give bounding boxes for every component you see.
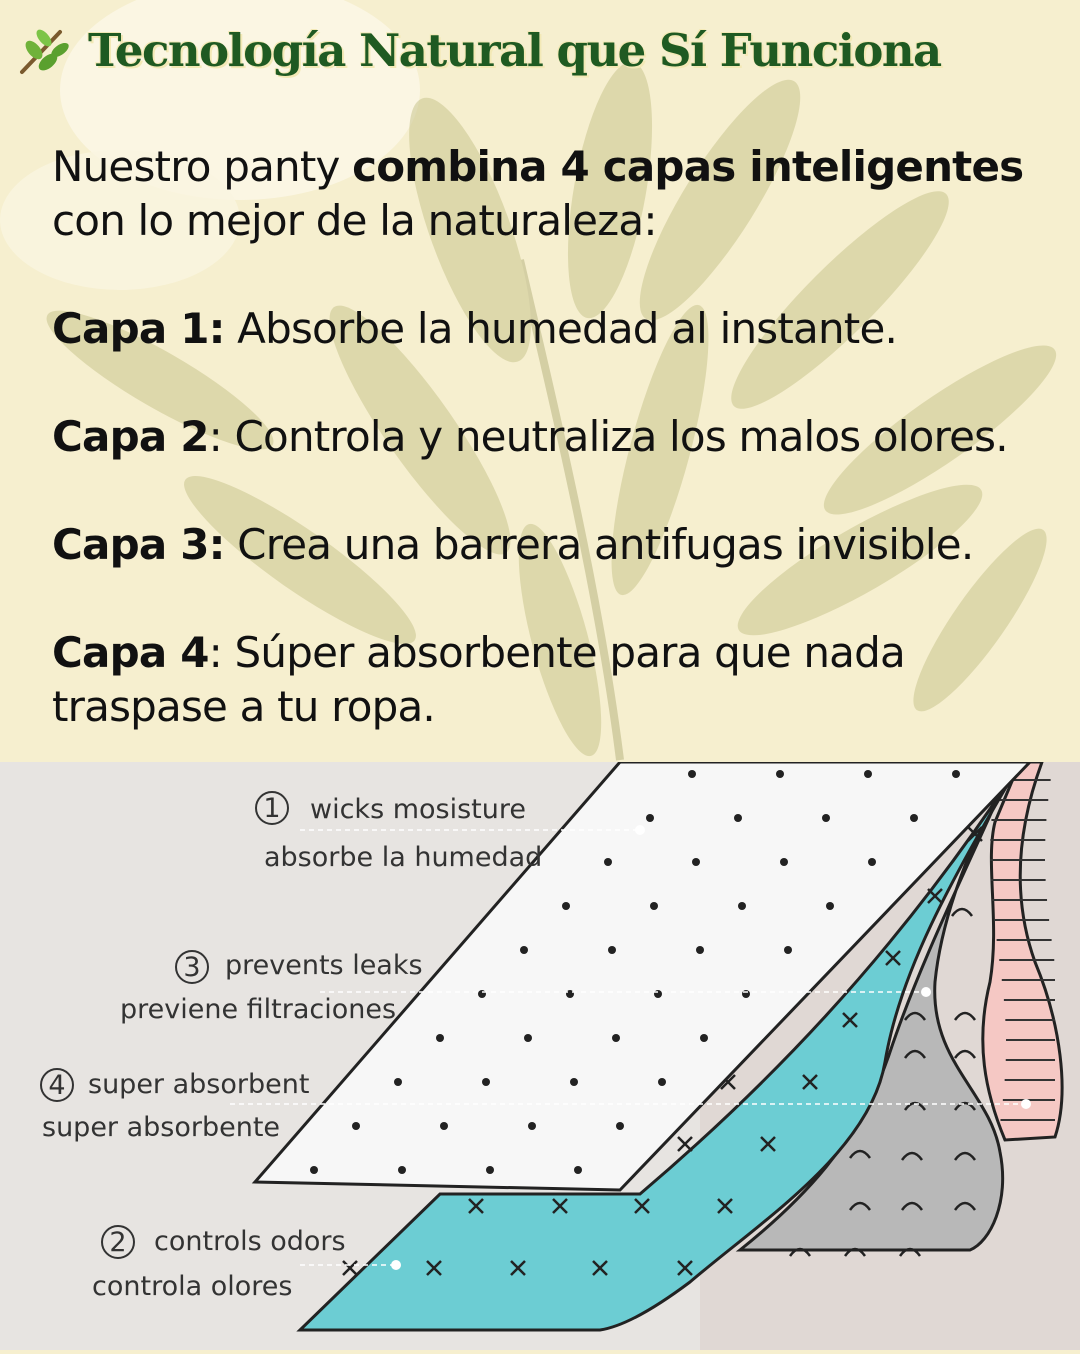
dot-mark <box>608 946 616 954</box>
page-title: Tecnología Natural que Sí Funciona <box>88 23 941 77</box>
dot-mark <box>482 1078 490 1086</box>
label-3 <box>120 950 423 1025</box>
dot-mark <box>692 858 700 866</box>
dot-mark <box>528 1122 536 1130</box>
dot-mark <box>398 1166 406 1174</box>
intro-bold-text: combina 4 capas inteligentes <box>352 142 1024 191</box>
dot-mark <box>910 814 918 822</box>
label-2-spanish: controla olores <box>92 1271 293 1302</box>
label-1-number: 1 <box>263 793 281 824</box>
dot-mark <box>826 902 834 910</box>
dot-mark <box>742 990 750 998</box>
dot-mark <box>352 1122 360 1130</box>
dot-mark <box>570 1078 578 1086</box>
dot-mark <box>478 990 486 998</box>
layer-1-text: Absorbe la humedad al instante. <box>224 304 898 353</box>
dot-mark <box>952 770 960 778</box>
label-1-english: wicks mosisture <box>310 794 526 825</box>
layer-2-text: : Controla y neutraliza los malos olores. <box>208 412 1008 461</box>
dot-mark <box>822 814 830 822</box>
dot-mark <box>486 1166 494 1174</box>
dot-mark <box>520 946 528 954</box>
label-2-english: controls odors <box>154 1226 346 1257</box>
layer-4-paragraph <box>52 626 1062 734</box>
layer-3-label: Capa 3: <box>52 520 225 569</box>
label-1-spanish: absorbe la humedad <box>264 842 543 873</box>
label-2-number: 2 <box>109 1227 127 1258</box>
leaf-branch-icon <box>14 22 70 78</box>
dot-mark <box>776 770 784 778</box>
dot-mark <box>780 858 788 866</box>
dot-mark <box>394 1078 402 1086</box>
dot-mark <box>440 1122 448 1130</box>
dot-mark <box>688 770 696 778</box>
dot-mark <box>696 946 704 954</box>
dot-mark <box>524 1034 532 1042</box>
dot-mark <box>616 1122 624 1130</box>
label-4-number: 4 <box>48 1070 66 1101</box>
layer-1-label: Capa 1: <box>52 304 225 353</box>
intro-text-end: con lo mejor de la naturaleza: <box>52 195 657 245</box>
label-4 <box>41 1069 309 1143</box>
dot-mark <box>310 1166 318 1174</box>
intro-paragraph <box>52 140 1062 248</box>
label-3-number: 3 <box>183 952 201 983</box>
label-4-spanish: super absorbente <box>42 1112 281 1143</box>
dot-mark <box>738 902 746 910</box>
layer-4-text: : Súper absorbente para que nada traspase a tu ropa. <box>52 628 905 731</box>
dot-mark <box>654 990 662 998</box>
dot-mark <box>604 858 612 866</box>
layer-2-paragraph <box>52 410 1062 464</box>
dot-mark <box>700 1034 708 1042</box>
label-4-english: super absorbent <box>88 1069 310 1100</box>
label-2 <box>92 1226 346 1302</box>
dot-mark <box>646 814 654 822</box>
label-3-spanish: previene filtraciones <box>120 994 397 1025</box>
layer-1-paragraph <box>52 302 1062 356</box>
cross-mark <box>678 1137 692 1151</box>
dot-mark <box>734 814 742 822</box>
layer-3-paragraph <box>52 518 1062 572</box>
dot-mark <box>436 1034 444 1042</box>
dot-mark <box>574 1166 582 1174</box>
layer-2-label: Capa 2 <box>52 412 209 461</box>
dot-mark <box>562 902 570 910</box>
dot-mark <box>658 1078 666 1086</box>
label-1 <box>256 792 542 873</box>
label-3-english: prevents leaks <box>225 950 423 981</box>
layer-3-text: Crea una barrera antifugas invisible. <box>224 520 974 569</box>
intro-text: Nuestro panty <box>52 142 353 191</box>
dot-mark <box>868 858 876 866</box>
dot-mark <box>650 902 658 910</box>
dot-mark <box>566 990 574 998</box>
dot-mark <box>864 770 872 778</box>
dot-mark <box>612 1034 620 1042</box>
dot-mark <box>784 946 792 954</box>
layer-4-label: Capa 4 <box>52 628 209 677</box>
layers-diagram-svg <box>0 762 1080 1350</box>
layers-diagram <box>0 762 1080 1350</box>
cross-mark <box>343 1261 357 1275</box>
title-row <box>14 22 941 78</box>
